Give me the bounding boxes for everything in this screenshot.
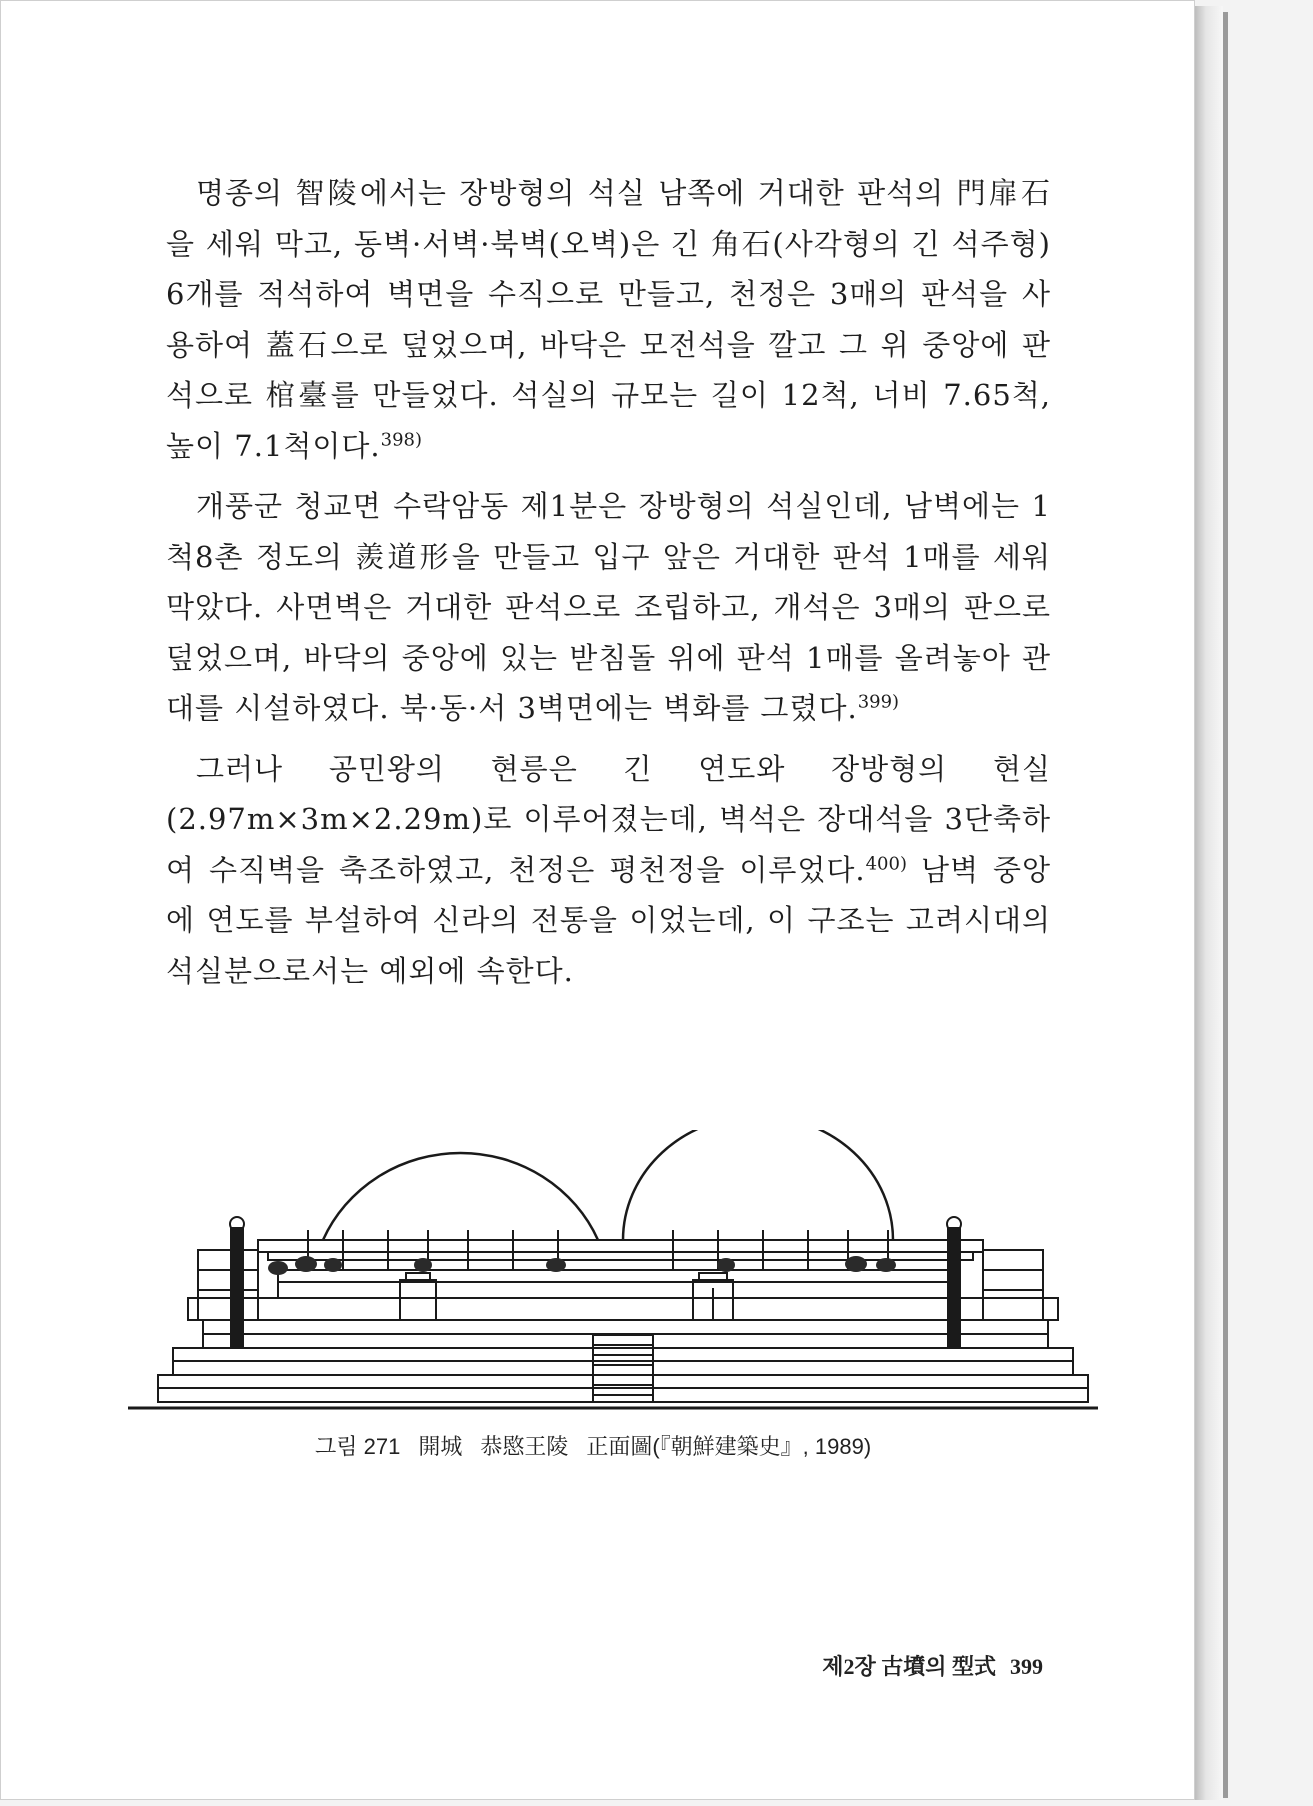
figure-caption	[315, 1430, 1015, 1461]
figure-place: 開城	[418, 1434, 463, 1459]
body-text	[166, 168, 1051, 1006]
tomb-elevation-drawing	[128, 1130, 1098, 1430]
figure-caption-rest: 正面圖(『朝鮮建築史』, 1989)	[586, 1434, 872, 1459]
paragraph-3	[166, 744, 1051, 997]
paragraph-3-text-b: 남벽 중앙에 연도를 부설하여 신라의 전통을 이었는데, 이 구조는 고려시대의 석실분으로서는 예외에 속한다.	[166, 852, 1052, 988]
paragraph-2	[166, 481, 1051, 734]
page-number: 399	[1010, 1654, 1043, 1679]
paragraph-1	[166, 168, 1051, 471]
page-edge-shadow	[1195, 6, 1223, 1800]
footnote-ref-400[interactable]: 400)	[865, 852, 907, 874]
running-footer	[822, 1650, 1043, 1681]
paragraph-3-text-a: 그러나 공민왕의 현릉은 긴 연도와 장방형의 현실(2.97m×3m×2.29m)로 이루어졌는데, 벽석은 장대석을 3단축하여 수직벽을 축조하였고, 천정은 평천정을 이루었다.	[166, 751, 1051, 887]
chapter-title: 제2장 古墳의 型式	[822, 1654, 996, 1679]
footnote-ref-398[interactable]: 398)	[380, 428, 423, 450]
figure-label: 그림 271	[315, 1434, 401, 1459]
figure-subject: 恭愍王陵	[480, 1434, 569, 1459]
footnote-ref-399[interactable]: 399)	[857, 691, 900, 713]
paragraph-1-text: 명종의 智陵에서는 장방형의 석실 남쪽에 거대한 판석의 門扉石을 세워 막고, 동벽·서벽·북벽(오벽)은 긴 角石(사각형의 긴 석주형) 6개를 적석하여 벽면을 수직으로 만들고, 천정은 3매의 판석을 사용하여 蓋石으로 덮었으며, 바닥은 모전석을 깔고 그 위 중앙에 판석으로 棺臺를 만들었다. 석실의 규모는 길이 12척, 너비 7.65척, 높이 7.1척이다.	[166, 176, 1051, 463]
page-edge-line	[1223, 12, 1228, 1798]
paragraph-2-text: 개풍군 청교면 수락암동 제1분은 장방형의 석실인데, 남벽에는 1척8촌 정도의 羨道形을 만들고 입구 앞은 거대한 판석 1매를 세워 막았다. 사면벽은 거대한 판석으로 조립하고, 개석은 3매의 판으로 덮었으며, 바닥의 중앙에 있는 받침돌 위에 판석 1매를 올려놓아 관대를 시설하였다. 북·동·서 3벽면에는 벽화를 그렸다.	[166, 489, 1051, 725]
